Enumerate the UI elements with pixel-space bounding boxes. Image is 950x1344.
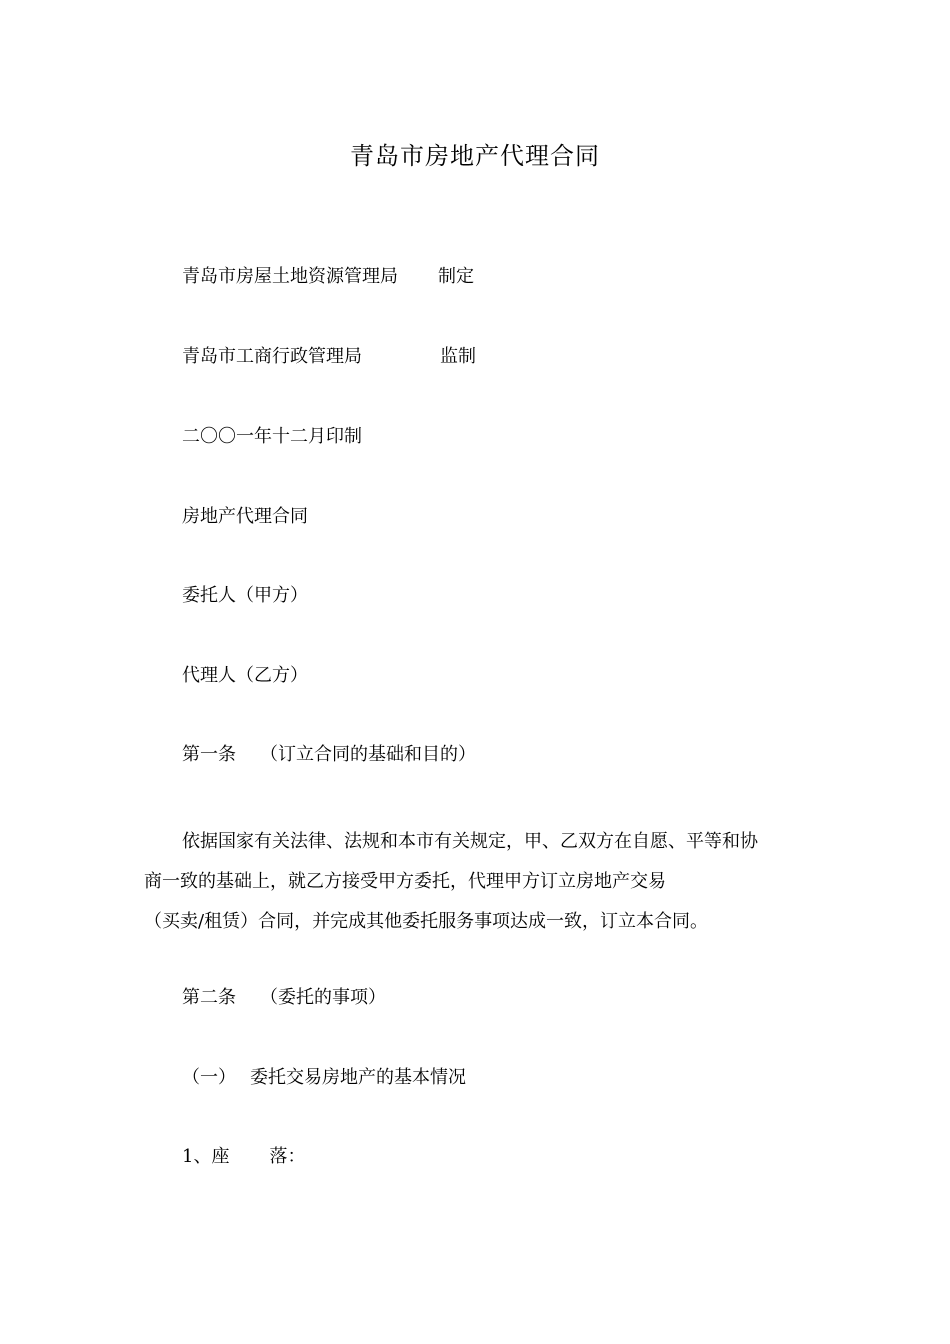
- issuer-role-2: 监制: [440, 346, 476, 367]
- article-2-note: （委托的事项）: [260, 987, 386, 1008]
- article-1-note: （订立合同的基础和目的）: [260, 744, 476, 765]
- issuer-line-1: [182, 265, 474, 289]
- issuer-line-2: [182, 345, 476, 369]
- article-1-heading: [182, 743, 476, 767]
- article-1-body-line: （买卖/租赁）合同，并完成其他委托服务事项达成一致，订立本合同。: [144, 911, 709, 932]
- article-1-number: 第一条: [182, 744, 236, 765]
- issuer-org-2: 青岛市工商行政管理局: [182, 346, 362, 367]
- article-1-body: [144, 822, 804, 942]
- article-1-body-line: 依据国家有关法律、法规和本市有关规定，甲、乙双方在自愿、平等和协: [182, 831, 758, 852]
- item-1-label: 落：: [269, 1146, 306, 1167]
- section-1-heading: [182, 1066, 466, 1090]
- issuer-org-1: 青岛市房屋土地资源管理局: [182, 266, 398, 287]
- document-title: 青岛市房地产代理合同: [350, 142, 600, 170]
- item-1-number: 1、座: [182, 1146, 230, 1167]
- section-1-text: 委托交易房地产的基本情况: [250, 1067, 466, 1088]
- issuer-role-1: 制定: [438, 266, 474, 287]
- contract-subtitle: 房地产代理合同: [182, 506, 308, 527]
- article-2-heading: [182, 986, 386, 1010]
- print-date: 二〇〇一年十二月印制: [182, 426, 362, 447]
- section-1-number: （一）: [182, 1067, 236, 1088]
- party-b-label: 代理人（乙方）: [182, 665, 308, 686]
- party-a-label: 委托人（甲方）: [182, 585, 308, 606]
- article-1-body-line: 商一致的基础上，就乙方接受甲方委托，代理甲方订立房地产交易: [144, 871, 666, 892]
- article-2-number: 第二条: [182, 987, 236, 1008]
- item-1-location: [182, 1145, 305, 1169]
